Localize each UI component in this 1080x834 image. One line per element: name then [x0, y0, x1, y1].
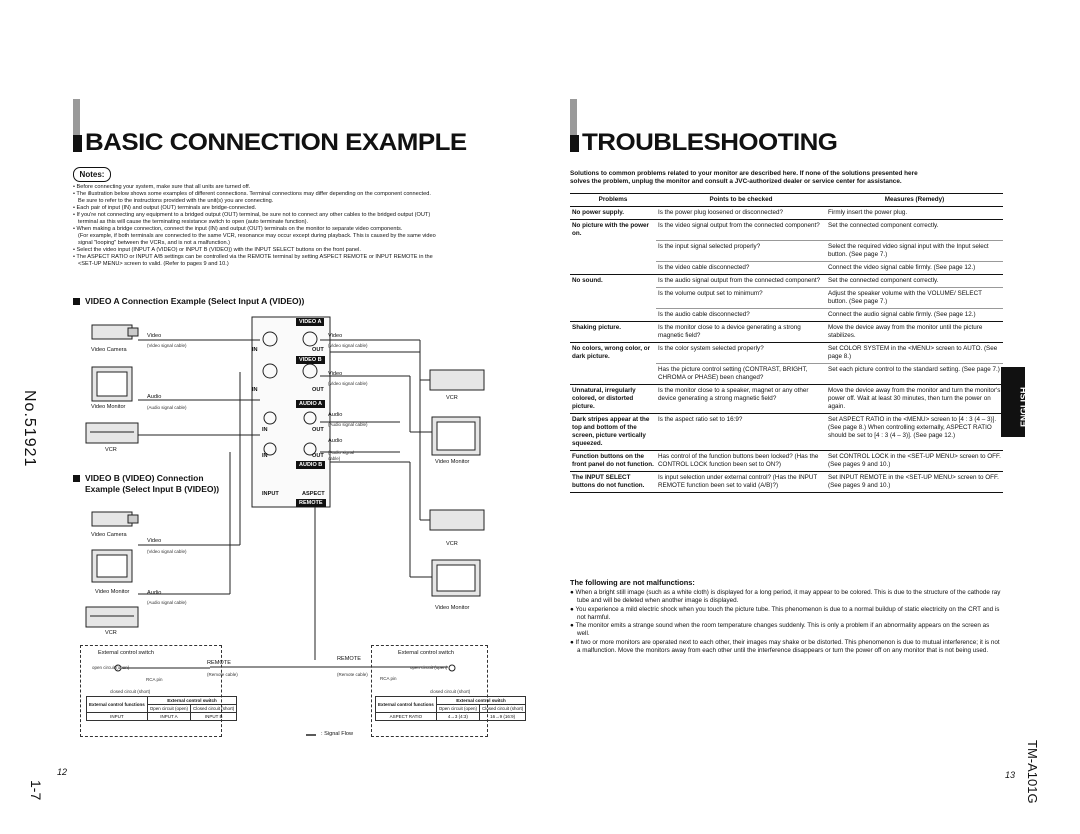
label-rca-right: RCA pin — [380, 676, 397, 681]
ecs-table-left — [86, 696, 237, 721]
label-in-2: IN — [252, 387, 258, 393]
measure-cell: Select the required video signal input with the Input select button. (See page 7.) — [826, 240, 1003, 261]
list-item: ● You experience a mild electric shock when you touch the picture tube. This phenomenon is due to a normal buildup of static electricity on the CRT and is not harmful. — [570, 605, 1000, 621]
ecs-right-name: ASPECT RATIO — [376, 713, 437, 721]
note-line: • Before connecting your system, make sure that all units are turned off. — [73, 184, 251, 190]
not-malfunctions-list — [570, 589, 1002, 655]
col-problems: Problems — [570, 194, 656, 207]
table-row — [570, 220, 1003, 241]
label-open-right: open circuit (open) — [410, 665, 448, 670]
problem-cell — [570, 363, 656, 384]
point-cell: Is the video cable disconnected? — [656, 261, 826, 274]
note-line: • Select the video input (INPUT A (VIDEO) or INPUT B (VIDEO)) with the INPUT SELECT buttons on the front panel. — [73, 247, 361, 253]
measure-cell: Set each picture control to the standard setting. (See page 7.) — [826, 363, 1003, 384]
label-audio-2: Audio — [328, 412, 343, 418]
problem-cell — [570, 287, 656, 308]
monitor-rear-panel — [252, 317, 330, 507]
vcr-b-icon — [86, 607, 138, 627]
col-measures: Measures (Remedy) — [826, 194, 1003, 207]
label-audio-cable-3a: (Audio signal — [328, 450, 355, 455]
page-title-right: TROUBLESHOOTING — [582, 129, 838, 156]
problem-cell: Function buttons on the front panel do not function. — [570, 450, 656, 471]
external-control-box-left — [80, 645, 222, 737]
measure-cell: Set INPUT REMOTE in the <SET-UP MENU> screen to OFF. (See pages 9 and 10.) — [826, 471, 1003, 492]
label-aspect: ASPECT — [302, 491, 325, 497]
measure-cell: Set CONTROL LOCK in the <SET-UP MENU> screen to OFF. (See pages 9 and 10.) — [826, 450, 1003, 471]
model-number: TM-A101G — [1025, 740, 1040, 804]
label-closed-right: closed circuit (short) — [430, 689, 471, 694]
video-camera-b-icon — [92, 512, 132, 526]
problem-cell: No sound. — [570, 274, 656, 287]
ecs-right-header: External control switch — [436, 697, 526, 705]
label-vcr-right-b: VCR — [446, 541, 458, 547]
problem-cell: The INPUT SELECT buttons do not function. — [570, 471, 656, 492]
table-row — [570, 342, 1003, 363]
label-remote-right: REMOTE — [337, 656, 361, 662]
ecs-right-open-val: 4→3 (4:3) — [436, 713, 479, 721]
table-row — [570, 450, 1003, 471]
section-square — [73, 475, 80, 482]
problem-cell: Unnatural, irregularly colored, or distorted picture. — [570, 384, 656, 413]
ecs-right-open: Open circuit (open) — [436, 705, 479, 713]
ecs-right-closed-val: 16→9 (16:9) — [480, 713, 526, 721]
label-video-monitor-a: Video Monitor — [91, 404, 126, 410]
measure-cell: Move the device away from the monitor until the picture stabilizes. — [826, 321, 1003, 342]
point-cell: Is the input signal selected properly? — [656, 240, 826, 261]
english-tab-text: ENGLISH — [1019, 386, 1029, 427]
table-row — [570, 384, 1003, 413]
ecs-right-row-label: External control functions — [376, 697, 437, 713]
table-row — [570, 207, 1003, 220]
intro-line-2: solves the problem, unplug the monitor and consult a JVC-authorized dealer or service center for assistance. — [570, 178, 902, 185]
label-video-cable-2: (Video signal cable) — [328, 343, 368, 348]
measure-cell: Move the device away from the monitor and turn the monitor's power off. Wait at least 30 minutes, then turn the power on again. — [826, 384, 1003, 413]
label-audio-cable-1: (Audio signal cable) — [147, 405, 187, 410]
list-item: ● The monitor emits a strange sound when the room temperature changes suddenly. This is only a problem if an abnormality appears on the screen as well. — [570, 622, 990, 638]
note-line: terminal as this will cause the terminating resistance switch to open (auto terminate function). — [78, 219, 309, 225]
point-cell: Is the power plug loosened or disconnected? — [656, 207, 826, 220]
problem-cell — [570, 261, 656, 274]
note-line: Be sure to refer to the instructions provided with the unit(s) you are connecting. — [78, 198, 274, 204]
label-video-cable-b: (Video signal cable) — [147, 549, 187, 554]
problem-cell — [570, 308, 656, 321]
point-cell: Is the color system selected properly? — [656, 342, 826, 363]
table-row — [570, 261, 1003, 274]
audio-a-tag: AUDIO A — [296, 400, 325, 408]
section-a-text: VIDEO A Connection Example (Select Input A (VIDEO)) — [85, 296, 305, 306]
notes-badge: Notes: — [73, 167, 111, 182]
note-line: <SET-UP MENU> screen to valid. (Refer to pages 9 and 10.) — [78, 261, 229, 267]
label-remote-cable-left: (Remote cable) — [207, 672, 238, 677]
label-vcr-right-a: VCR — [446, 395, 458, 401]
problem-cell: Dark stripes appear at the top and bottom of the screen, picture vertically squeezed. — [570, 413, 656, 450]
section-b-text-1: VIDEO B (VIDEO) Connection — [85, 473, 204, 483]
table-row — [570, 240, 1003, 261]
label-open-left: open circuit (open) — [92, 665, 130, 670]
video-a-tag: VIDEO A — [296, 318, 324, 326]
point-cell: Has the picture control setting (CONTRAST, BRIGHT, CHROMA or PHASE) been changed? — [656, 363, 826, 384]
label-in-4: IN — [262, 453, 268, 459]
not-malfunctions-heading: The following are not malfunctions: — [570, 578, 695, 587]
measure-cell: Set COLOR SYSTEM in the <MENU> screen to AUTO. (See page 8.) — [826, 342, 1003, 363]
ecs-right-closed: Closed circuit (short) — [480, 705, 526, 713]
table-row — [570, 321, 1003, 342]
problem-cell — [570, 240, 656, 261]
label-video-camera-a: Video Camera — [91, 347, 127, 353]
list-item: ● When a bright still image (such as a white cloth) is displayed for a long period, it may appear to be colored. This is due to the structure of the cathode ray tube and will be deleted when another image is displayed. — [570, 589, 1001, 605]
ecs-left-name: INPUT — [87, 713, 148, 721]
label-audio-1: Audio — [147, 394, 162, 400]
table-row — [570, 471, 1003, 492]
intro-line-1: Solutions to common problems related to your monitor are described here. If none of the solutions presented here — [570, 170, 918, 177]
ecs-table-right — [375, 696, 526, 721]
label-out-2: OUT — [312, 387, 324, 393]
label-video-3: Video — [328, 371, 343, 377]
col-points: Points to be checked — [656, 194, 826, 207]
vcr-right-b-icon — [430, 510, 484, 530]
video-b-tag: VIDEO B — [296, 356, 325, 364]
ecs-left-open: Open circuit (open) — [147, 705, 190, 713]
label-audio-cable-3b: cable) — [328, 456, 341, 461]
label-closed-left: closed circuit (short) — [110, 689, 151, 694]
problem-cell: Shaking picture. — [570, 321, 656, 342]
label-out-1: OUT — [312, 347, 324, 353]
measure-cell: Connect the audio signal cable firmly. (See page 12.) — [826, 308, 1003, 321]
measure-cell: Adjust the speaker volume with the VOLUME/ SELECT button. (See page 7.) — [826, 287, 1003, 308]
audio-b-tag: AUDIO B — [296, 461, 325, 469]
point-cell: Is the audio cable disconnected? — [656, 308, 826, 321]
note-line: (For example, if both terminals are connected to the same VCR, resonance may occur except during playback. This is caused by the same video — [78, 233, 436, 239]
label-out-4: OUT — [312, 453, 324, 459]
vcr-right-icon — [430, 370, 484, 390]
section-b-text-2: Example (Select Input B (VIDEO)) — [85, 484, 220, 494]
measure-cell: Connect the video signal cable firmly. (See page 12.) — [826, 261, 1003, 274]
note-line: • When making a bridge connection, connect the input (IN) and output (OUT) terminals on the monitor to separate video components. — [73, 226, 403, 232]
point-cell: Has control of the function buttons been locked? (Has the CONTROL LOCK function been set to ON?) — [656, 450, 826, 471]
table-row — [570, 413, 1003, 450]
corner-mark: 1-7 — [28, 780, 44, 801]
ecs-left-closed: Closed circuit (short) — [191, 705, 237, 713]
point-cell: Is the monitor close to a speaker, magnet or any other device generating a strong magnetic field? — [656, 384, 826, 413]
note-line: • The ASPECT RATIO or INPUT A/B settings can be controlled via the REMOTE terminal by setting ASPECT REMOTE or INPUT REMOTE in the — [73, 254, 433, 260]
label-out-3: OUT — [312, 427, 324, 433]
english-tab — [1001, 367, 1029, 437]
label-video-2: Video — [328, 333, 343, 339]
label-in-1: IN — [252, 347, 258, 353]
note-line: • If you're not connecting any equipment to a bridged output (OUT) terminal, be sure not to connect any other cables to the bridged output (OUT) — [73, 212, 431, 218]
note-line: • The illustration below shows some examples of different connections. Terminal connections may differ depending on the component connected. — [73, 191, 431, 197]
measure-cell: Set ASPECT RATIO in the <MENU> screen to [4 : 3 (4 – 3)]. (See page 8.) When controlling externally, ASPECT RATIO should be set to [4 : 3 (4 – 3)]. (See page 12.) — [826, 413, 1003, 450]
measure-cell: Firmly insert the power plug. — [826, 207, 1003, 220]
note-line: signal "looping" between the VCRs, and is not a malfunction.) — [78, 240, 230, 246]
section-a-heading — [73, 296, 304, 306]
remote-tag: REMOTE — [296, 499, 326, 507]
label-video-camera-b: Video Camera — [91, 532, 127, 538]
side-document-number: No.51921 — [21, 390, 38, 468]
label-monitor-right-a: Video Monitor — [435, 459, 470, 465]
label-remote-left: REMOTE — [207, 660, 231, 666]
label-video-1: Video — [147, 333, 162, 339]
table-row — [570, 308, 1003, 321]
point-cell: Is the monitor close to a device generating a strong magnetic field? — [656, 321, 826, 342]
intro-text — [570, 170, 1010, 186]
signal-flow-legend: : Signal Flow — [321, 731, 354, 737]
point-cell: Is the volume output set to minimum? — [656, 287, 826, 308]
label-video-b: Video — [147, 538, 162, 544]
label-remote-cable-right: (Remote cable) — [337, 672, 368, 677]
problem-cell: No picture with the power on. — [570, 220, 656, 241]
label-audio-b: Audio — [147, 590, 162, 596]
label-video-cable-3: (Video signal cable) — [328, 381, 368, 386]
label-ecs-left: External control switch — [98, 650, 154, 656]
point-cell: Is the aspect ratio set to 16:9? — [656, 413, 826, 450]
table-row — [570, 274, 1003, 287]
point-cell: Is the video signal output from the connected component? — [656, 220, 826, 241]
troubleshooting-table — [570, 193, 1003, 493]
table-row — [570, 363, 1003, 384]
point-cell: Is the audio signal output from the connected component? — [656, 274, 826, 287]
ecs-left-open-val: INPUT A — [147, 713, 190, 721]
label-video-monitor-b: Video Monitor — [95, 589, 130, 595]
label-vcr-a: VCR — [105, 447, 117, 453]
ecs-left-row-label: External control functions — [87, 697, 148, 713]
label-vcr-b: VCR — [105, 630, 117, 636]
note-line: • Each pair of input (IN) and output (OUT) terminals are bridge-connected. — [73, 205, 257, 211]
ecs-left-closed-val: INPUT B — [191, 713, 237, 721]
problem-cell: No power supply. — [570, 207, 656, 220]
label-audio-3: Audio — [328, 438, 343, 444]
label-ecs-right: External control switch — [398, 650, 454, 656]
label-monitor-right-b: Video Monitor — [435, 605, 470, 611]
vcr-a-icon — [86, 423, 138, 443]
page-number-right: 13 — [1005, 770, 1016, 780]
table-row — [570, 287, 1003, 308]
label-audio-cable-2: (Audio signal cable) — [328, 422, 368, 427]
problem-cell: No colors, wrong color, or dark picture. — [570, 342, 656, 363]
label-audio-cable-b: (Audio signal cable) — [147, 600, 187, 605]
title-square-right — [570, 135, 579, 152]
page-title-left: BASIC CONNECTION EXAMPLE — [85, 129, 467, 156]
video-camera-a-icon — [92, 325, 132, 339]
ecs-left-header: External control switch — [147, 697, 237, 705]
measure-cell: Set the connected component correctly. — [826, 220, 1003, 241]
label-rca-left: RCA pin — [146, 677, 163, 682]
list-item: ● If two or more monitors are operated next to each other, their images may shake or be distorted. This phenomenon is due to mutual interference; it is not a malfunction. Move the monitors away from each other until the interference disappears or turn the power off on any monitor that is not being used. — [570, 638, 1000, 655]
label-input: INPUT — [262, 491, 279, 497]
section-square — [73, 298, 80, 305]
label-in-3: IN — [262, 427, 268, 433]
title-square — [73, 135, 82, 152]
notes-list — [73, 184, 503, 268]
point-cell: Is input selection under external control? (Has the INPUT REMOTE function been set to valid (A/B)?) — [656, 471, 826, 492]
measure-cell: Set the connected component correctly. — [826, 274, 1003, 287]
page-number-left: 12 — [57, 767, 68, 777]
label-video-cable-1: (Video signal cable) — [147, 343, 187, 348]
